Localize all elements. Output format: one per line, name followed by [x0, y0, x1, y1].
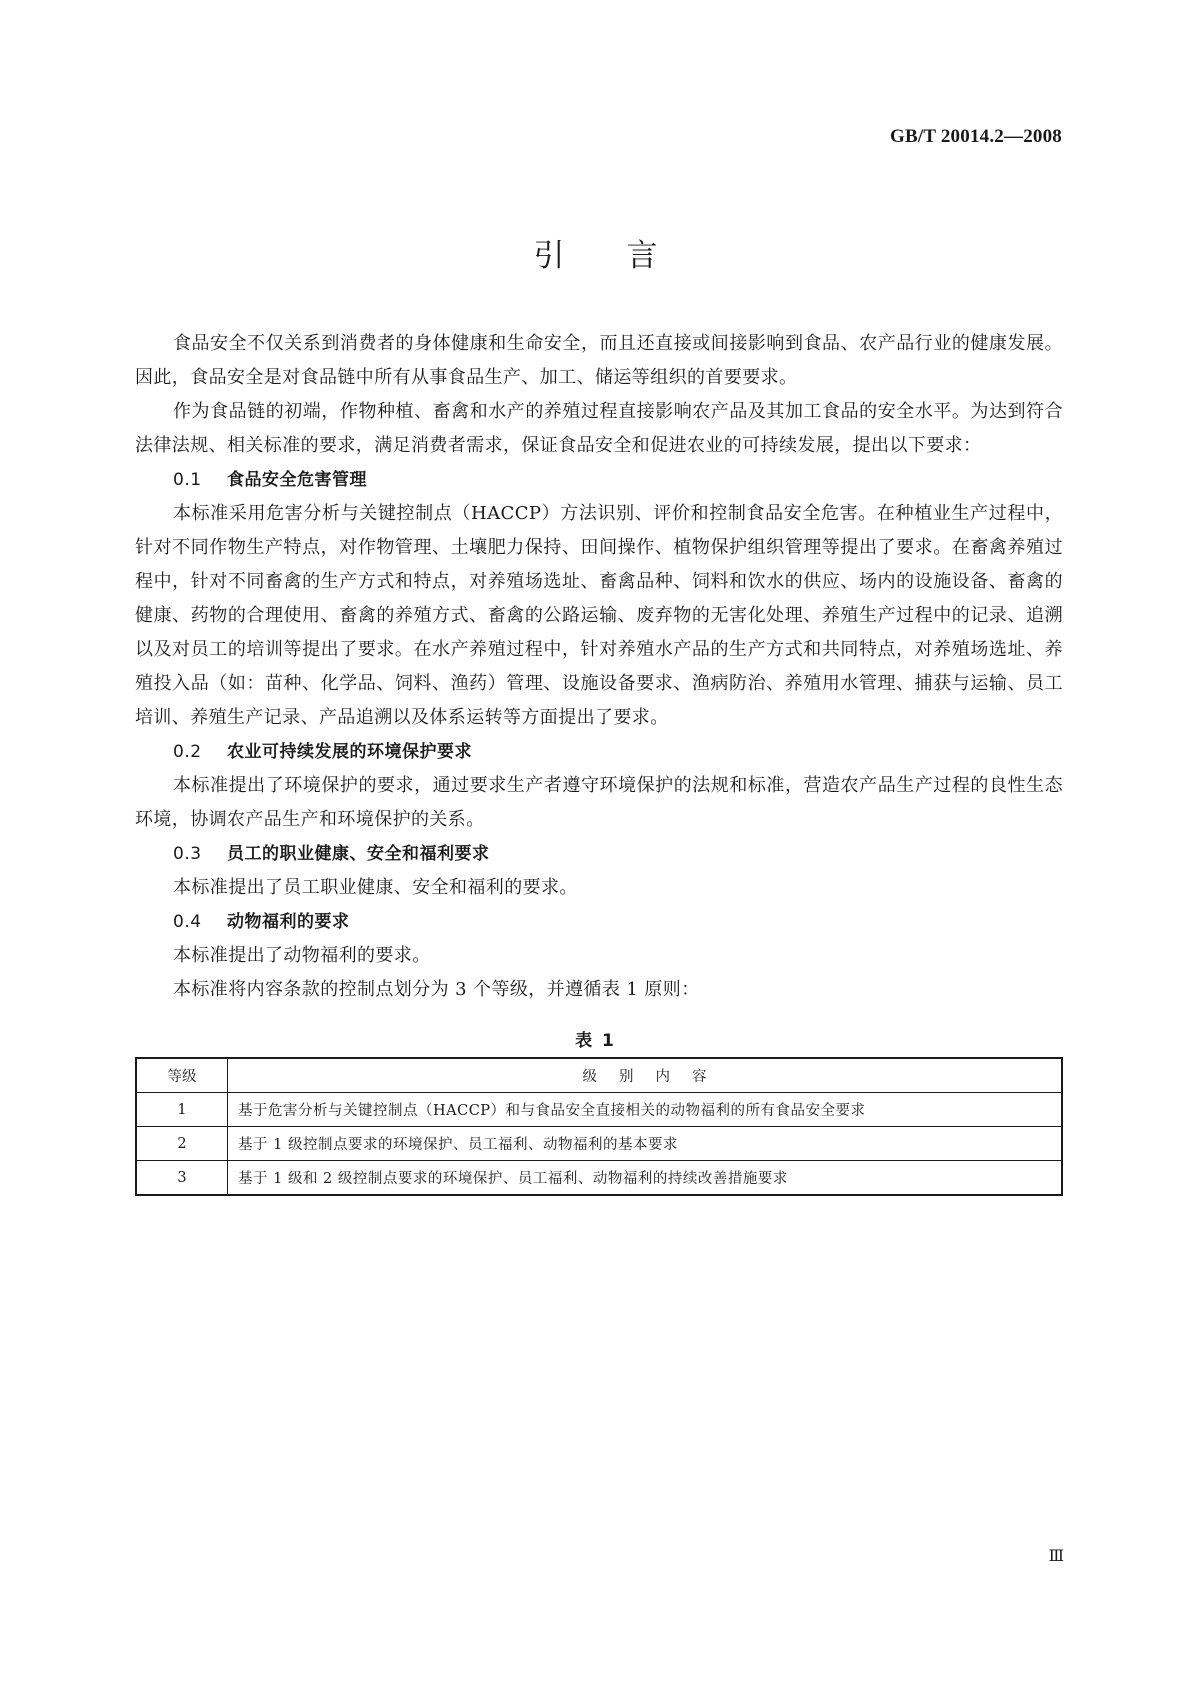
body-content [135, 327, 1063, 1007]
table-cell-content: 基于危害分析与关键控制点（HACCP）和与食品安全直接相关的动物福利的所有食品安全要求 [228, 1093, 1063, 1127]
section-number: 0.2 [173, 742, 202, 762]
table-cell-content: 基于 1 级和 2 级控制点要求的环境保护、员工福利、动物福利的持续改善措施要求 [228, 1161, 1063, 1196]
table-cell-level: 3 [136, 1161, 228, 1196]
section-text-0-2: 本标准提出了环境保护的要求，通过要求生产者遵守环境保护的法规和标准，营造农产品生产过程的良性生态环境，协调农产品生产和环境保护的关系。 [135, 775, 1063, 830]
table-row [136, 1161, 1062, 1196]
intro-paragraph-1: 食品安全不仅关系到消费者的身体健康和生命安全，而且还直接或间接影响到食品、农产品行业的健康发展。因此，食品安全是对食品链中所有从事食品生产、加工、储运等组织的首要要求。 [135, 333, 1063, 388]
table-cell-content: 基于 1 级控制点要求的环境保护、员工福利、动物福利的基本要求 [228, 1127, 1063, 1161]
levels-table [135, 1057, 1063, 1196]
closing-paragraph: 本标准将内容条款的控制点划分为 3 个等级，并遵循表 1 原则： [173, 979, 700, 1000]
section-number: 0.4 [173, 912, 202, 932]
section-text-0-1: 本标准采用危害分析与关键控制点（HACCP）方法识别、评价和控制食品安全危害。在种植业生产过程中，针对不同作物生产特点，对作物管理、土壤肥力保持、田间操作、植物保护组织管理等提出了要求。在畜禽养殖过程中，针对不同畜禽的生产方式和特点，对养殖场选址、畜禽品种、饲料和饮水的供应、场内的设施设备、畜禽的健康、药物的合理使用、畜禽的养殖方式、畜禽的公路运输、废弃物的无害化处理、养殖生产过程中的记录、追溯以及对员工的培训等提出了要求。在水产养殖过程中，针对养殖水产品的生产方式和共同特点，对养殖场选址、养殖投入品（如：苗种、化学品、饲料、渔药）管理、设施设备要求、渔病防治、养殖用水管理、捕获与运输、员工培训、养殖生产记录、产品追溯以及体系运转等方面提出了要求。 [135, 503, 1063, 728]
table-row [136, 1127, 1062, 1161]
page-number: Ⅲ [1048, 1548, 1064, 1565]
table-row [136, 1093, 1062, 1127]
section-heading-0-2 [135, 735, 1063, 769]
table-cell-level: 2 [136, 1127, 228, 1161]
section-title: 员工的职业健康、安全和福利要求 [227, 844, 490, 864]
table-cell-level: 1 [136, 1093, 228, 1127]
section-number: 0.3 [173, 844, 202, 864]
section-heading-0-4 [135, 905, 1063, 939]
section-text-0-4: 本标准提出了动物福利的要求。 [173, 945, 431, 966]
section-heading-0-3 [135, 837, 1063, 871]
section-title: 农业可持续发展的环境保护要求 [227, 742, 472, 762]
standard-code: GB/T 20014.2—2008 [890, 126, 1062, 147]
table-caption: 表 1 [575, 1031, 616, 1051]
table-header-row [136, 1058, 1062, 1093]
section-title: 动物福利的要求 [227, 912, 350, 932]
table-header-level: 等级 [136, 1058, 228, 1093]
section-text-0-3: 本标准提出了员工职业健康、安全和福利的要求。 [173, 877, 578, 898]
page-title: 引言 [533, 238, 720, 274]
section-heading-0-1 [135, 463, 1063, 497]
section-number: 0.1 [173, 470, 202, 490]
table-header-content: 级别内容 [228, 1058, 1063, 1093]
section-title: 食品安全危害管理 [227, 470, 367, 490]
intro-paragraph-2: 作为食品链的初端，作物种植、畜禽和水产的养殖过程直接影响农产品及其加工食品的安全水平。为达到符合法律法规、相关标准的要求，满足消费者需求，保证食品安全和促进农业的可持续发展，提出以下要求： [135, 401, 1063, 456]
